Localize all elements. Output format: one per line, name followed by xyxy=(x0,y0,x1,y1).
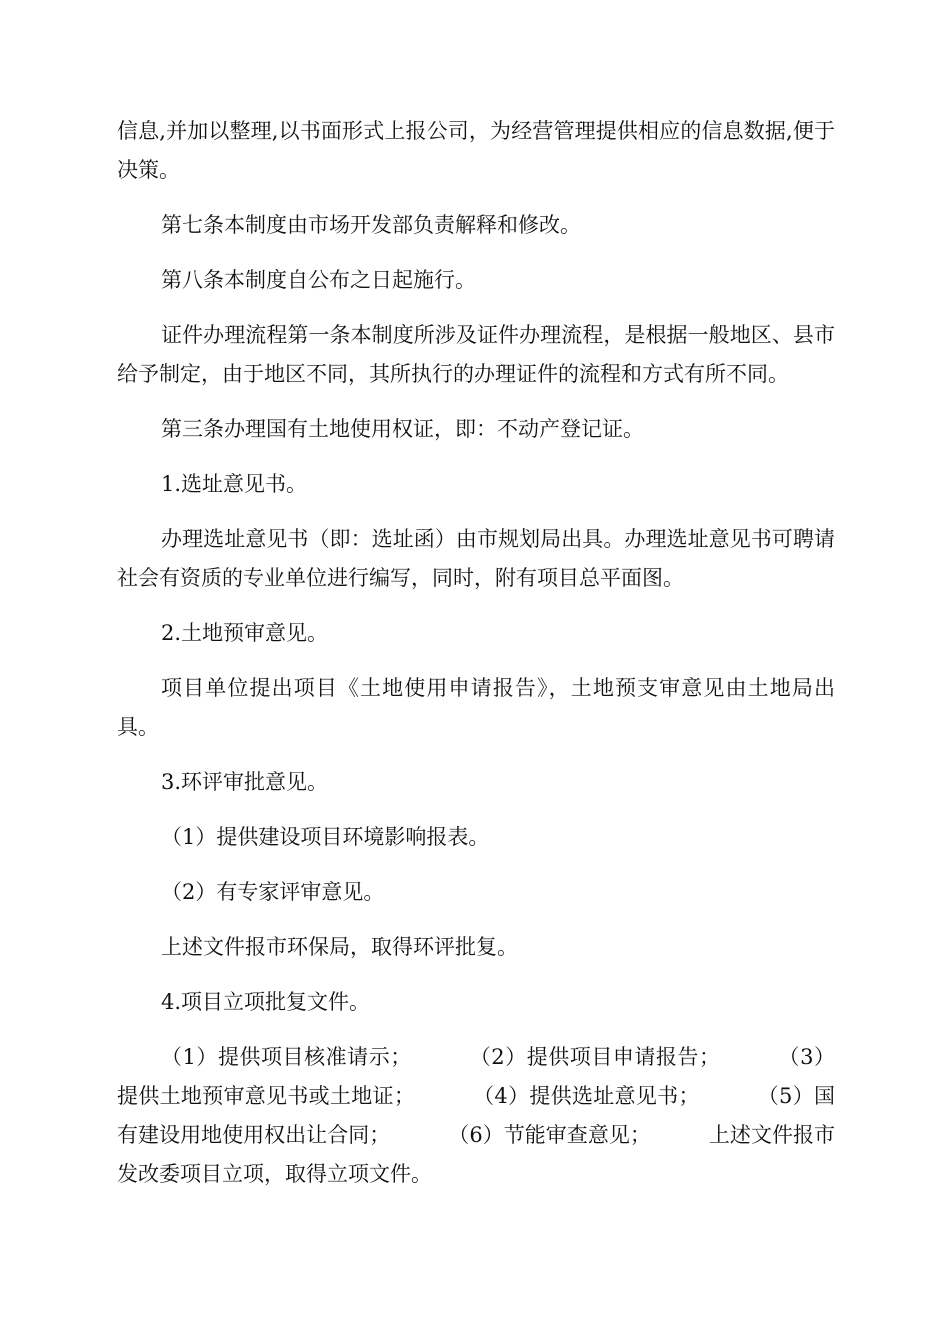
heading-eia-approval: 3.环评审批意见。 xyxy=(161,770,329,794)
heading-project-approval: 4.项目立项批复文件。 xyxy=(161,990,371,1014)
paragraph-certificate-process: 证件办理流程第一条本制度所涉及证件办理流程，是根据一般地区、县市给予制定，由于地区不同，其所执行的办理证件的流程和方式有所不同。 xyxy=(117,323,835,386)
list-item-eia-2: （2）有专家评审意见。 xyxy=(161,880,385,904)
heading-site-opinion: 1.选址意见书。 xyxy=(161,472,308,496)
approval-item-1: （1）提供项目核准请示； xyxy=(161,1045,412,1069)
paragraph-article-8: 第八条本制度自公布之日起施行。 xyxy=(161,268,476,292)
paragraph-article-7: 第七条本制度由市场开发部负责解释和修改。 xyxy=(161,213,581,237)
approval-item-4: （4）提供选址意见书； xyxy=(472,1084,700,1108)
paragraph-project-approval-items xyxy=(117,1038,835,1194)
approval-item-6: （6）节能审查意见； xyxy=(448,1123,651,1147)
heading-land-pre-review: 2.土地预审意见。 xyxy=(161,621,329,645)
approval-item-submit: 上述文件报市发改委项目立项，取得立项文件。 xyxy=(117,1123,836,1186)
approval-item-3: （3）提供土地预审意见书或土地证； xyxy=(117,1045,835,1108)
paragraph-article-3: 第三条办理国有土地使用权证，即：不动产登记证。 xyxy=(161,417,644,441)
paragraph-land-pre-review: 项目单位提出项目《土地使用申请报告》，土地预支审意见由土地局出具。 xyxy=(117,676,835,739)
paragraph-info-continuation: 信息,并加以整理,以书面形式上报公司，为经营管理提供相应的信息数据,便于决策。 xyxy=(117,119,835,182)
approval-item-2: （2）提供项目申请报告； xyxy=(469,1045,720,1069)
list-item-eia-1: （1）提供建设项目环境影响报表。 xyxy=(161,825,490,849)
paragraph-eia-submit: 上述文件报市环保局，取得环评批复。 xyxy=(161,935,518,959)
paragraph-site-opinion: 办理选址意见书（即：选址函）由市规划局出具。办理选址意见书可聘请社会有资质的专业单位进行编写，同时，附有项目总平面图。 xyxy=(117,527,835,590)
document-page xyxy=(117,112,835,1194)
approval-item-5: （5）国有建设用地使用权出让合同； xyxy=(117,1084,835,1147)
